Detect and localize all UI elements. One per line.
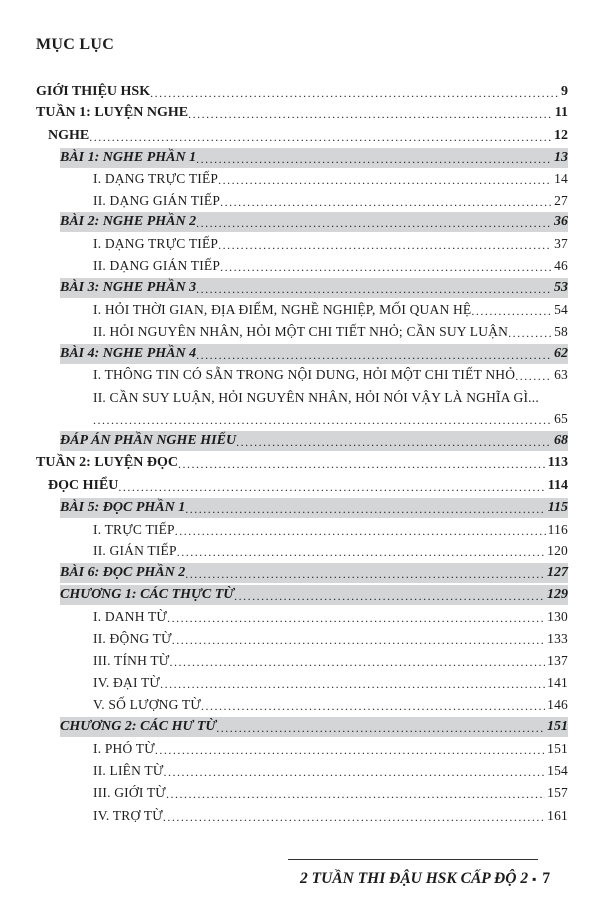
toc-entry[interactable] (93, 365, 568, 385)
toc-entry-title: II. CẦN SUY LUẬN, HỎI NGUYÊN NHÂN, HỎI NÓI VẬY LÀ NGHĨA GÌ... (93, 390, 539, 405)
toc-entry[interactable] (60, 148, 568, 168)
toc-entry[interactable] (60, 344, 568, 364)
toc-entry-title: V. SỐ LƯỢNG TỪ (93, 697, 202, 712)
footer-page-number: 7 (542, 870, 551, 887)
toc-entry-title: I. DẠNG TRỰC TIẾP (93, 236, 219, 251)
toc-entry-page: 54 (554, 302, 568, 317)
dot-leader (220, 194, 552, 210)
toc-entry-title: I. THÔNG TIN CÓ SẴN TRONG NỘI DUNG, HỎI MỘT CHI TIẾT NHỎ (93, 367, 516, 382)
toc-entry-title: CHƯƠNG 1: CÁC THỰC TỪ (60, 587, 235, 602)
footer-separator: ▪ (532, 872, 537, 886)
dot-leader (196, 215, 552, 231)
toc-entry[interactable] (93, 739, 568, 759)
toc-entry[interactable] (93, 322, 568, 342)
dot-leader (160, 676, 545, 692)
toc-entry[interactable] (93, 651, 568, 671)
toc-entry-title: BÀI 5: ĐỌC PHẦN 1 (60, 500, 186, 515)
toc-entry-title: I. PHÓ TỪ (93, 741, 155, 756)
toc-entry-page: 151 (547, 741, 568, 756)
toc-entry-title: I. TRỰC TIẾP (93, 522, 175, 537)
toc-entry[interactable] (93, 169, 568, 189)
toc-entry[interactable] (93, 234, 568, 254)
toc-entry-page: 146 (547, 697, 568, 712)
dot-leader (234, 588, 545, 604)
dot-leader (218, 237, 552, 253)
toc-entry-page: 46 (554, 258, 568, 273)
dot-leader (118, 479, 545, 495)
toc-entry-title: IV. ĐẠI TỪ (93, 675, 161, 690)
dot-leader (196, 151, 552, 167)
toc-entry[interactable] (60, 212, 568, 232)
dot-leader (89, 129, 552, 145)
toc-entry-page: 63 (554, 367, 568, 382)
toc-entry-page: 37 (554, 236, 568, 251)
dot-leader (163, 809, 545, 825)
dot-leader (185, 566, 545, 582)
toc-entry[interactable] (93, 520, 568, 540)
toc-entry[interactable] (60, 278, 568, 298)
toc-entry-page: 58 (554, 324, 568, 339)
toc-entry-title: II. HỎI NGUYÊN NHÂN, HỎI MỘT CHI TIẾT NHỎ; CẦN SUY LUẬN (93, 324, 509, 339)
toc-entry[interactable] (93, 629, 568, 649)
toc-entry-title: BÀI 1: NGHE PHẦN 1 (60, 150, 197, 165)
toc-entry-page: 120 (547, 543, 568, 558)
toc-entry-title: III. GIỚI TỪ (93, 785, 166, 800)
toc-entry[interactable] (93, 806, 568, 826)
toc-entry-page: 115 (547, 500, 568, 515)
toc-entry[interactable] (48, 126, 568, 146)
toc-entry-title: BÀI 2: NGHE PHẦN 2 (60, 214, 197, 229)
toc-entry-page: 12 (554, 128, 568, 143)
toc-entry[interactable] (36, 453, 568, 473)
toc-entry[interactable] (93, 256, 568, 276)
toc-entry[interactable] (93, 409, 568, 429)
dot-leader (471, 303, 552, 319)
dot-leader (167, 610, 545, 626)
toc-entry[interactable] (93, 191, 568, 211)
toc-entry-title: BÀI 3: NGHE PHẦN 3 (60, 280, 197, 295)
toc-entry-page: 65 (554, 411, 568, 426)
toc-entry-title: ĐỌC HIỂU (48, 478, 119, 493)
toc-entry-page: 127 (547, 565, 568, 580)
toc-entry-page: 137 (547, 653, 568, 668)
toc-entry-page: 13 (554, 150, 568, 165)
page-title: MỤC LỤC (36, 36, 115, 53)
toc-entry-title: II. DẠNG GIÁN TIẾP (93, 193, 221, 208)
toc-entry[interactable] (60, 717, 568, 737)
toc-entry-title: III. TÍNH TỪ (93, 653, 170, 668)
dot-leader (196, 347, 552, 363)
toc-entry-title: BÀI 4: NGHE PHẦN 4 (60, 346, 197, 361)
dot-leader (236, 434, 552, 450)
dot-leader (178, 456, 546, 472)
running-footer (300, 870, 550, 888)
dot-leader (93, 412, 552, 428)
toc-entry-title: II. GIÁN TIẾP (93, 543, 177, 558)
toc-entry-page: 141 (547, 675, 568, 690)
toc-entry[interactable] (93, 761, 568, 781)
toc-entry-page: 62 (554, 346, 568, 361)
dot-leader (220, 259, 552, 275)
toc-entry-page: 36 (554, 214, 568, 229)
toc-entry-page: 133 (547, 631, 568, 646)
toc-entry[interactable] (93, 673, 568, 693)
dot-leader (188, 106, 553, 122)
toc-entry[interactable] (60, 498, 568, 518)
toc-entry-title: TUẦN 1: LUYỆN NGHE (36, 105, 189, 120)
dot-leader (166, 786, 545, 802)
dot-leader (201, 698, 545, 714)
toc-entry[interactable] (36, 103, 568, 123)
toc-entry-title: II. ĐỘNG TỪ (93, 631, 172, 646)
toc-entry[interactable] (93, 388, 568, 408)
footer-book-title: 2 TUẦN THI ĐẬU HSK CẤP ĐỘ 2 (300, 870, 529, 887)
toc-entry-page: 113 (547, 455, 568, 470)
toc-entry-page: 11 (554, 105, 568, 120)
toc-entry[interactable] (48, 476, 568, 496)
dot-leader (172, 632, 545, 648)
footer-divider (288, 859, 538, 860)
toc-entry-title: CHƯƠNG 2: CÁC HƯ TỪ (60, 719, 217, 734)
toc-entry-page: 53 (554, 280, 568, 295)
dot-leader (185, 501, 546, 517)
dot-leader (508, 325, 552, 341)
toc-entry-page: 14 (554, 171, 568, 186)
dot-leader (218, 172, 552, 188)
toc-entry-page: 154 (547, 763, 568, 778)
toc-entry-page: 27 (554, 193, 568, 208)
toc-entry-page: 130 (547, 609, 568, 624)
dot-leader (175, 523, 546, 539)
toc-entry-title: II. LIÊN TỪ (93, 763, 164, 778)
toc-entry[interactable] (93, 541, 568, 561)
toc-entry-page: 68 (554, 433, 568, 448)
toc-entry-title: I. DANH TỪ (93, 609, 168, 624)
toc-entry-title: GIỚI THIỆU HSK (36, 84, 151, 99)
dot-leader (150, 85, 559, 101)
toc-entry[interactable] (93, 783, 568, 803)
toc-entry[interactable] (60, 585, 568, 605)
dot-leader (170, 654, 546, 670)
toc-entry-title: ĐÁP ÁN PHẦN NGHE HIỂU (60, 433, 237, 448)
toc-entry[interactable] (60, 431, 568, 451)
toc-entry-title: BÀI 6: ĐỌC PHẦN 2 (60, 565, 186, 580)
toc-entry-page: 157 (547, 785, 568, 800)
toc-entry[interactable] (93, 695, 568, 715)
toc-entry-page: 116 (547, 522, 568, 537)
toc-entry[interactable] (60, 563, 568, 583)
dot-leader (177, 544, 545, 560)
dot-leader (164, 764, 546, 780)
toc-entry-page: 129 (547, 587, 568, 602)
dot-leader (155, 742, 545, 758)
toc-entry-page: 161 (547, 808, 568, 823)
toc-entry-page: 151 (547, 719, 568, 734)
toc-entry[interactable] (93, 300, 568, 320)
dot-leader (216, 720, 545, 736)
dot-leader (196, 281, 552, 297)
toc-entry[interactable] (36, 82, 568, 102)
toc-entry-title: NGHE (48, 128, 90, 143)
toc-entry-page: 114 (547, 478, 568, 493)
toc-entry-title: I. HỎI THỜI GIAN, ĐỊA ĐIỂM, NGHỀ NGHIỆP, MỐI QUAN HỆ (93, 302, 472, 317)
toc-entry-title: I. DẠNG TRỰC TIẾP (93, 171, 219, 186)
toc-entry[interactable] (93, 607, 568, 627)
toc-entry-title: IV. TRỢ TỪ (93, 808, 163, 823)
toc-entry-page: 9 (561, 84, 568, 99)
toc-entry-title: II. DẠNG GIÁN TIẾP (93, 258, 221, 273)
toc-entry-title: TUẦN 2: LUYỆN ĐỌC (36, 455, 178, 470)
dot-leader (515, 368, 552, 384)
